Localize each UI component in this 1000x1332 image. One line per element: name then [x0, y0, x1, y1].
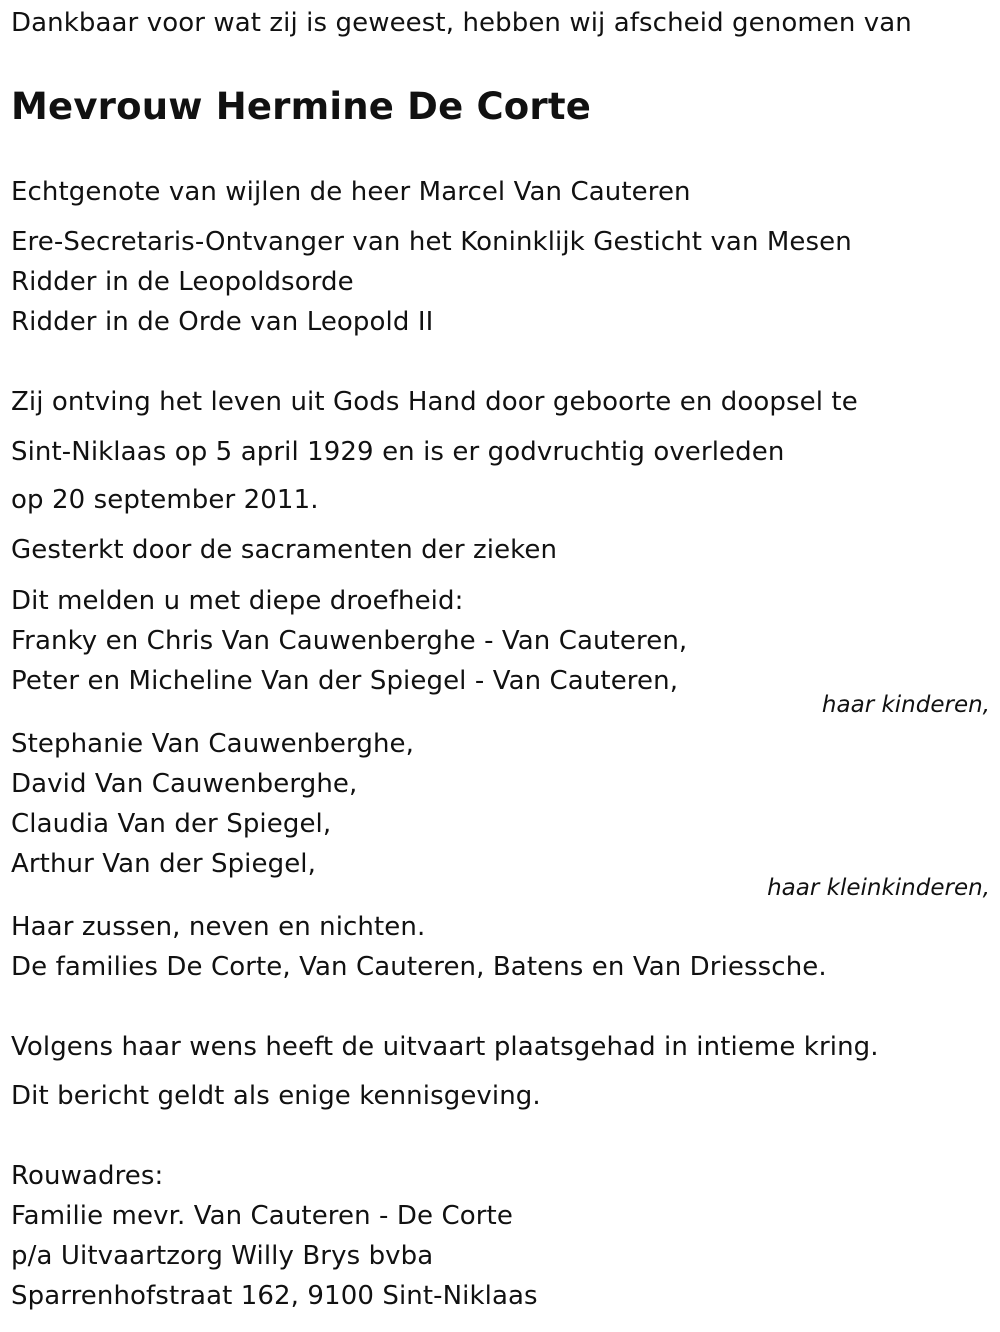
life-text: Sint-Niklaas op 5 april 1929 en is er godvruchtig overleden — [11, 437, 785, 467]
address-line: p/a Uitvaartzorg Willy Brys bvba — [11, 1241, 434, 1271]
grandchildren-label: haar kleinkinderen, — [767, 875, 990, 901]
children-label: haar kinderen, — [821, 692, 990, 718]
child-name: Peter en Micheline Van der Spiegel - Van Cauteren, — [11, 666, 679, 696]
address-label: Rouwadres: — [11, 1161, 164, 1191]
honorary-title: Ere-Secretaris-Ontvanger van het Koninklijk Gesticht van Mesen — [11, 227, 852, 257]
honorary-title: Ridder in de Orde van Leopold II — [11, 307, 434, 337]
relatives-text: Haar zussen, neven en nichten. — [11, 912, 426, 942]
grandchild-name: Stephanie Van Cauwenberghe, — [11, 729, 414, 759]
spouse-text: Echtgenote van wijlen de heer Marcel Van Cauteren — [11, 177, 691, 207]
life-text: op 20 september 2011. — [11, 485, 319, 515]
child-name: Franky en Chris Van Cauwenberghe - Van Cauteren, — [11, 626, 688, 656]
closing-text: Volgens haar wens heeft de uitvaart plaatsgehad in intieme kring. — [11, 1032, 879, 1062]
address-line: Sparrenhofstraat 162, 9100 Sint-Niklaas — [11, 1281, 538, 1311]
life-text: Gesterkt door de sacramenten der zieken — [11, 535, 558, 565]
relatives-text: De families De Corte, Van Cauteren, Batens en Van Driessche. — [11, 952, 827, 982]
honorary-title: Ridder in de Leopoldsorde — [11, 267, 354, 297]
address-line: Familie mevr. Van Cauteren - De Corte — [11, 1201, 513, 1231]
deceased-name: Mevrouw Hermine De Corte — [11, 85, 592, 128]
grandchild-name: Arthur Van der Spiegel, — [11, 849, 316, 879]
closing-text: Dit bericht geldt als enige kennisgeving. — [11, 1081, 541, 1111]
announce-intro: Dit melden u met diepe droefheid: — [11, 586, 464, 616]
life-text: Zij ontving het leven uit Gods Hand door geboorte en doopsel te — [11, 387, 858, 417]
intro-text: Dankbaar voor wat zij is geweest, hebben wij afscheid genomen van — [11, 8, 912, 38]
grandchild-name: David Van Cauwenberghe, — [11, 769, 358, 799]
grandchild-name: Claudia Van der Spiegel, — [11, 809, 332, 839]
